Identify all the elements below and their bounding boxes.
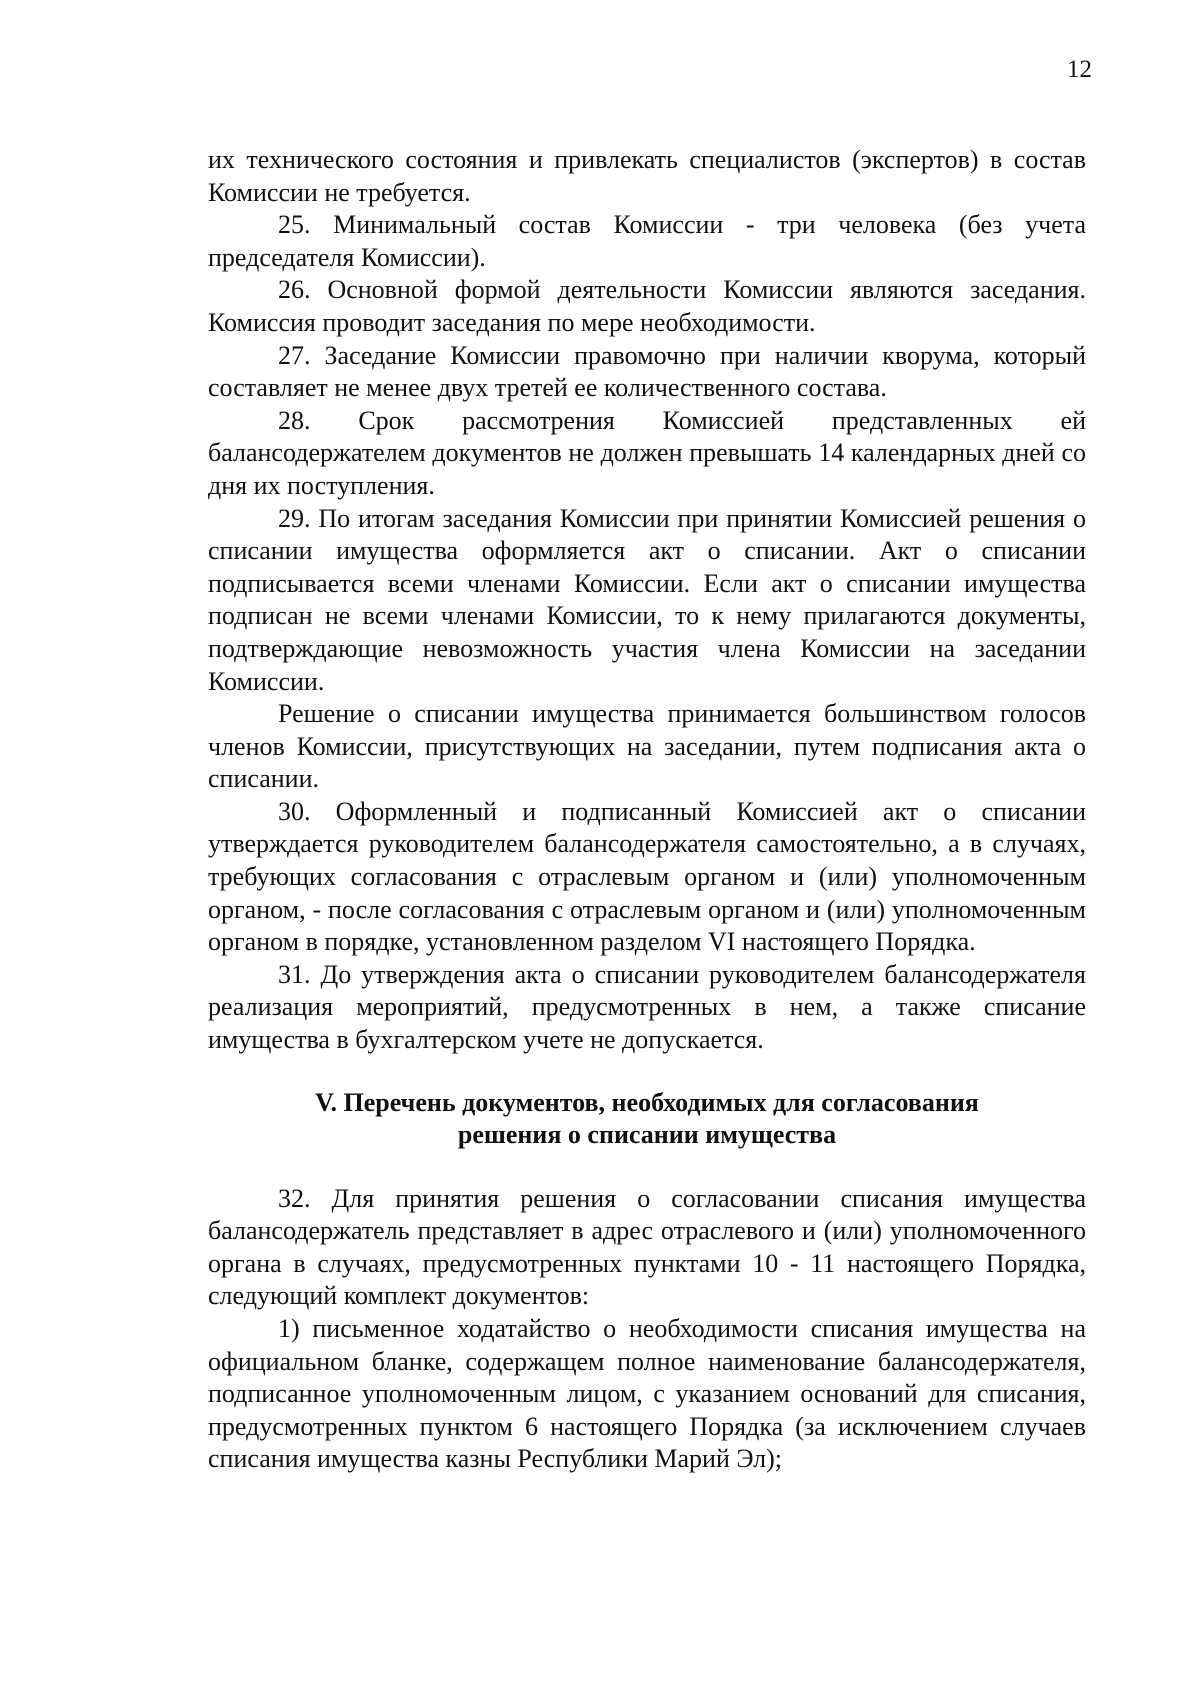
page-number: 12 — [1067, 56, 1092, 83]
document-body — [208, 144, 1086, 1476]
paragraph-continuation: их технического состояния и привлекать специалистов (экспертов) в состав Комиссии не требуется. — [208, 145, 1086, 207]
paragraph-27: 27. Заседание Комиссии правомочно при наличии кворума, который составляет не менее двух третей ее количественного состава. — [208, 340, 1086, 403]
paragraph-29-decision: Решение о списании имущества принимается большинством голосов членов Комиссии, присутствующих на заседании, путем подписания акта о списании. — [208, 699, 1086, 794]
paragraph-32-item-1: 1) письменное ходатайство о необходимости списания имущества на официальном бланке, содержащем полное наименование балансодержателя, подписанное уполномоченным лицом, с указанием оснований для списания, предусмотренных пунктом 6 настоящего Порядка (за исключением случаев списания имущества казны Республики Марий Эл); — [208, 1314, 1086, 1474]
paragraph-30: 30. Оформленный и подписанный Комиссией акт о списании утверждается руководителем балансодержателя самостоятельно, а в случаях, требующих согласования с отраслевым органом и (или) уполномоченным органом, - после согласования с отраслевым органом и (или) уполномоченным органом в порядке, установленном разделом VI настоящего Порядка. — [208, 796, 1086, 957]
paragraph-26: 26. Основной формой деятельности Комиссии являются заседания. Комиссия проводит заседания по мере необходимости. — [208, 275, 1086, 337]
paragraph-31: 31. До утверждения акта о списании руководителем балансодержателя реализация мероприятий, предусмотренных в нем, а также списание имущества в бухгалтерском учете не допускается. — [208, 959, 1086, 1055]
section-heading-line-1: V. Перечень документов, необходимых для согласования — [315, 1087, 979, 1117]
section-heading-line-2: решения о списании имущества — [457, 1119, 837, 1149]
paragraph-29: 29. По итогам заседания Комиссии при принятии Комиссией решения о списании имущества оформляется акт о списании. Акт о списании подписывается всеми членами Комиссии. Если акт о списании имущества подписан не всеми членами Комиссии, то к нему прилагаются документы, подтверждающие невозможность участия члена Комиссии на заседании Комиссии. — [208, 503, 1086, 696]
section-heading — [208, 1087, 1086, 1151]
paragraph-32: 32. Для принятия решения о согласовании списания имущества балансодержатель представляет в адрес отраслевого и (или) уполномоченного органа в случаях, предусмотренных пунктами 10 - 11 настоящего Порядка, следующий комплект документов: — [208, 1183, 1086, 1311]
paragraph-28: 28. Срок рассмотрения Комиссией представленных ей балансодержателем документов не должен превышать 14 календарных дней со дня их поступления. — [208, 405, 1086, 500]
paragraph-25: 25. Минимальный состав Комиссии - три человека (без учета председателя Комиссии). — [208, 210, 1086, 272]
